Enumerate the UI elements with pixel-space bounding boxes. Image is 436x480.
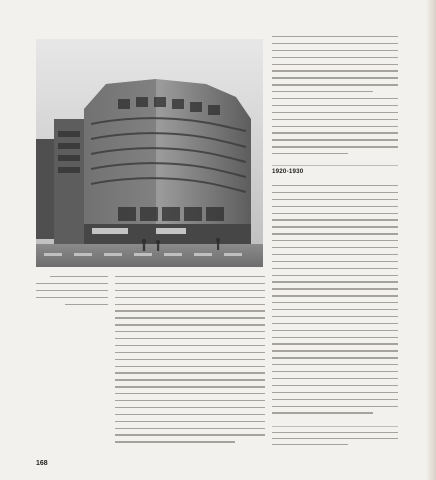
photo-caption: [36, 276, 108, 310]
section-header: 1920-1930: [272, 168, 304, 175]
left-column-text: [115, 276, 265, 448]
building-photo: [36, 39, 263, 267]
footnote-text: [272, 432, 398, 449]
section-rule: [272, 165, 398, 166]
page-number: 168: [36, 460, 48, 467]
page-gutter-shadow: [426, 0, 436, 480]
right-column-top-text: [272, 36, 398, 160]
right-column-main-text: [272, 185, 398, 419]
footnote-rule: [272, 426, 398, 427]
